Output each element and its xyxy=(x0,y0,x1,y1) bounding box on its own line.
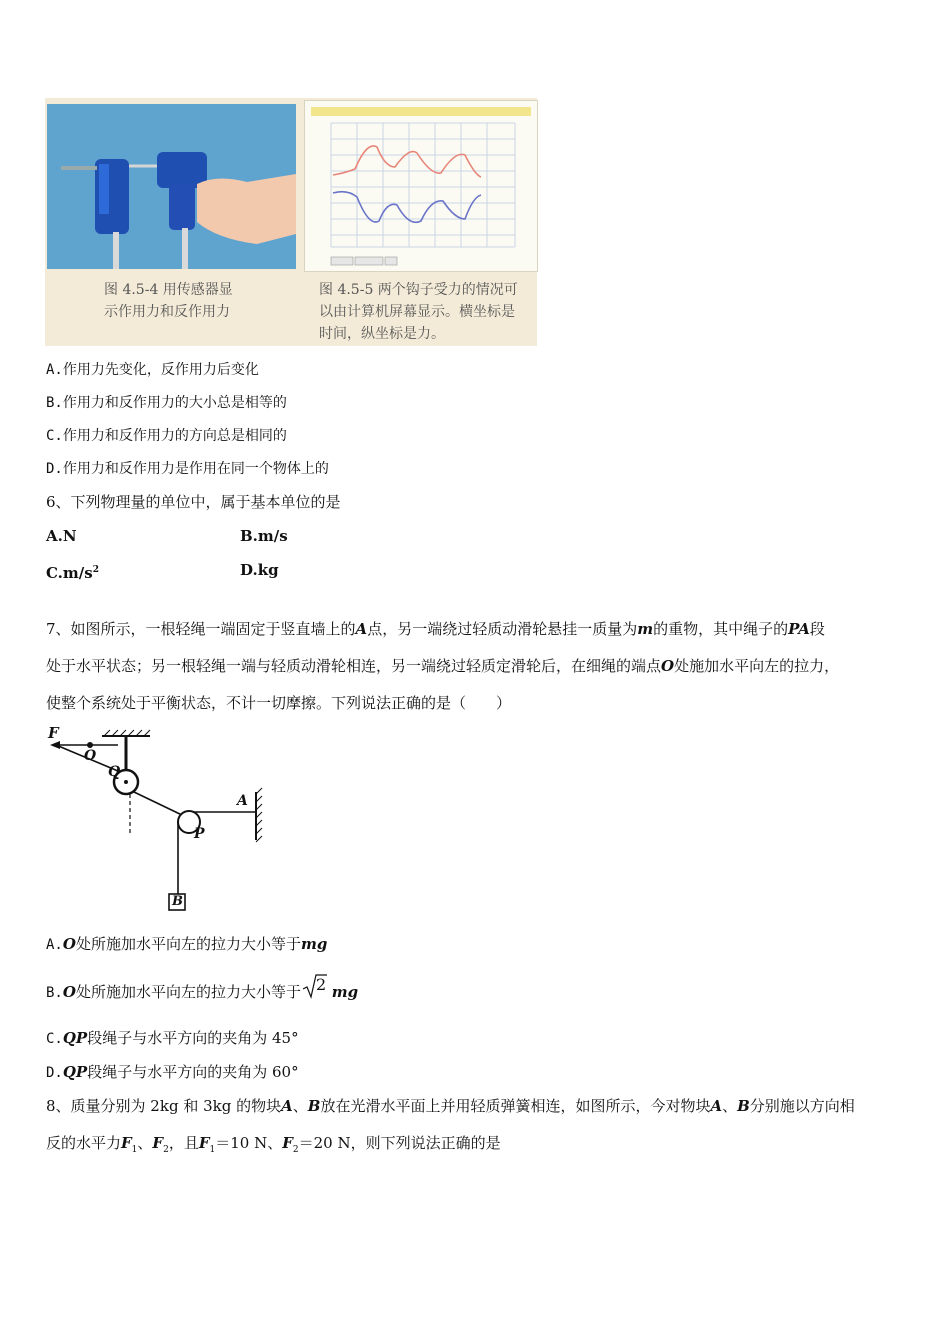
label-q: Q xyxy=(108,764,121,780)
var-b: B xyxy=(737,1097,750,1115)
text: 放在光滑水平面上并用轻质弹簧相连，如图所示，今对物块 xyxy=(320,1097,711,1115)
caption-line: 以由计算机屏幕显示。横坐标是 xyxy=(319,304,515,320)
var-f: F xyxy=(198,1134,210,1152)
text: ＝10 N、 xyxy=(215,1134,283,1152)
q7-option-a xyxy=(46,934,327,955)
q7-option-b xyxy=(46,975,359,1003)
var-qp: QP xyxy=(62,1029,88,1047)
subscript: 2 xyxy=(292,1145,299,1155)
text: 8、质量分别为 2kg 和 3kg 的物块 xyxy=(46,1097,282,1115)
text: D. xyxy=(46,1065,63,1081)
pulley-diagram xyxy=(44,722,274,918)
text: B. xyxy=(46,985,63,1001)
text: ＝20 N，则下列说法正确的是 xyxy=(298,1134,501,1152)
computer-screen-graph xyxy=(304,100,538,272)
q7-stem-line-2 xyxy=(46,656,839,676)
q6-option-c-sup: 2 xyxy=(92,565,99,575)
text: 处所施加水平向左的拉力大小等于 xyxy=(75,935,301,953)
var-a: A xyxy=(710,1097,723,1115)
sensor-photo xyxy=(47,104,296,269)
var-o: O xyxy=(62,935,76,953)
label-o: O xyxy=(84,748,97,764)
text: 处施加水平向左的拉力， xyxy=(674,657,840,675)
q7-option-d xyxy=(46,1062,299,1083)
var-o: O xyxy=(62,983,76,1001)
subscript: 1 xyxy=(209,1145,216,1155)
var-pa: PA xyxy=(788,620,810,638)
text: 点，另一端绕过轻质动滑轮悬挂一质量为 xyxy=(367,620,638,638)
var-mg: mg xyxy=(300,935,328,953)
var-f: F xyxy=(282,1134,293,1152)
q7-option-c xyxy=(46,1028,299,1049)
text: 7、如图所示，一根轻绳一端固定于竖直墙上的 xyxy=(46,620,356,638)
sqrt-value: 2 xyxy=(315,975,327,994)
text: 、 xyxy=(722,1097,738,1115)
q5-option-a: A.作用力先变化，反作用力后变化 xyxy=(46,362,259,378)
var-a: A xyxy=(355,620,368,638)
var-mg: mg xyxy=(331,983,359,1001)
var-f: F xyxy=(121,1134,132,1152)
label-a: A xyxy=(237,793,248,809)
q6-option-c-text: C.m/s xyxy=(46,564,93,582)
subscript: 2 xyxy=(163,1145,169,1155)
label-f: F xyxy=(48,724,59,742)
label-p: P xyxy=(194,826,205,842)
q6-stem: 6、下列物理量的单位中，属于基本单位的是 xyxy=(46,493,341,511)
text: 、 xyxy=(292,1097,308,1115)
text: 分别施以方向相 xyxy=(749,1097,855,1115)
var-f: F xyxy=(152,1134,164,1152)
q6-option-a: A.N xyxy=(46,527,77,545)
q7-stem-line-3: 使整个系统处于平衡状态，不计一切摩擦。下列说法正确的是（ ） xyxy=(46,694,512,712)
text: 段绳子与水平方向的夹角为 60° xyxy=(87,1063,299,1081)
q6-option-b: B.m/s xyxy=(240,527,288,545)
q5-option-b: B.作用力和反作用力的大小总是相等的 xyxy=(46,395,287,411)
q5-option-d: D.作用力和反作用力是作用在同一个物体上的 xyxy=(46,461,329,477)
var-qp: QP xyxy=(62,1063,88,1081)
caption-line: 时间，纵坐标是力。 xyxy=(319,326,445,342)
q8-stem-line-2 xyxy=(46,1133,501,1160)
subscript: 1 xyxy=(131,1145,138,1155)
text: ，且 xyxy=(168,1134,199,1152)
figure-caption-right xyxy=(319,279,518,345)
var-m: m xyxy=(637,620,654,638)
label-b: B xyxy=(172,894,183,909)
text: 段绳子与水平方向的夹角为 45° xyxy=(87,1029,299,1047)
text: 反的水平力 xyxy=(46,1134,122,1152)
text: 的重物，其中绳子的 xyxy=(653,620,789,638)
caption-line: 图 4.5-5 两个钩子受力的情况可 xyxy=(319,282,518,298)
q8-stem-line-1 xyxy=(46,1096,855,1116)
var-b: B xyxy=(307,1097,321,1115)
caption-line: 示作用力和反作用力 xyxy=(104,304,230,320)
text: 段 xyxy=(809,620,825,638)
text: 处所施加水平向左的拉力大小等于 xyxy=(75,983,301,1001)
caption-line: 图 4.5-4 用传感器显 xyxy=(104,282,233,298)
text: C. xyxy=(46,1031,63,1047)
q7-stem-line-1 xyxy=(46,619,825,639)
var-o: O xyxy=(661,657,675,675)
q6-option-d: D.kg xyxy=(240,561,279,579)
sqrt-expression xyxy=(301,975,327,1003)
var-a: A xyxy=(281,1097,293,1115)
text: A. xyxy=(46,937,63,953)
figure-caption-left xyxy=(104,279,233,323)
text: 处于水平状态；另一根轻绳一端与轻质动滑轮相连，另一端绕过轻质定滑轮后，在细绳的端点 xyxy=(46,657,662,675)
text: 、 xyxy=(137,1134,153,1152)
q6-option-c xyxy=(46,560,99,583)
q5-option-c: C.作用力和反作用力的方向总是相同的 xyxy=(46,428,287,444)
